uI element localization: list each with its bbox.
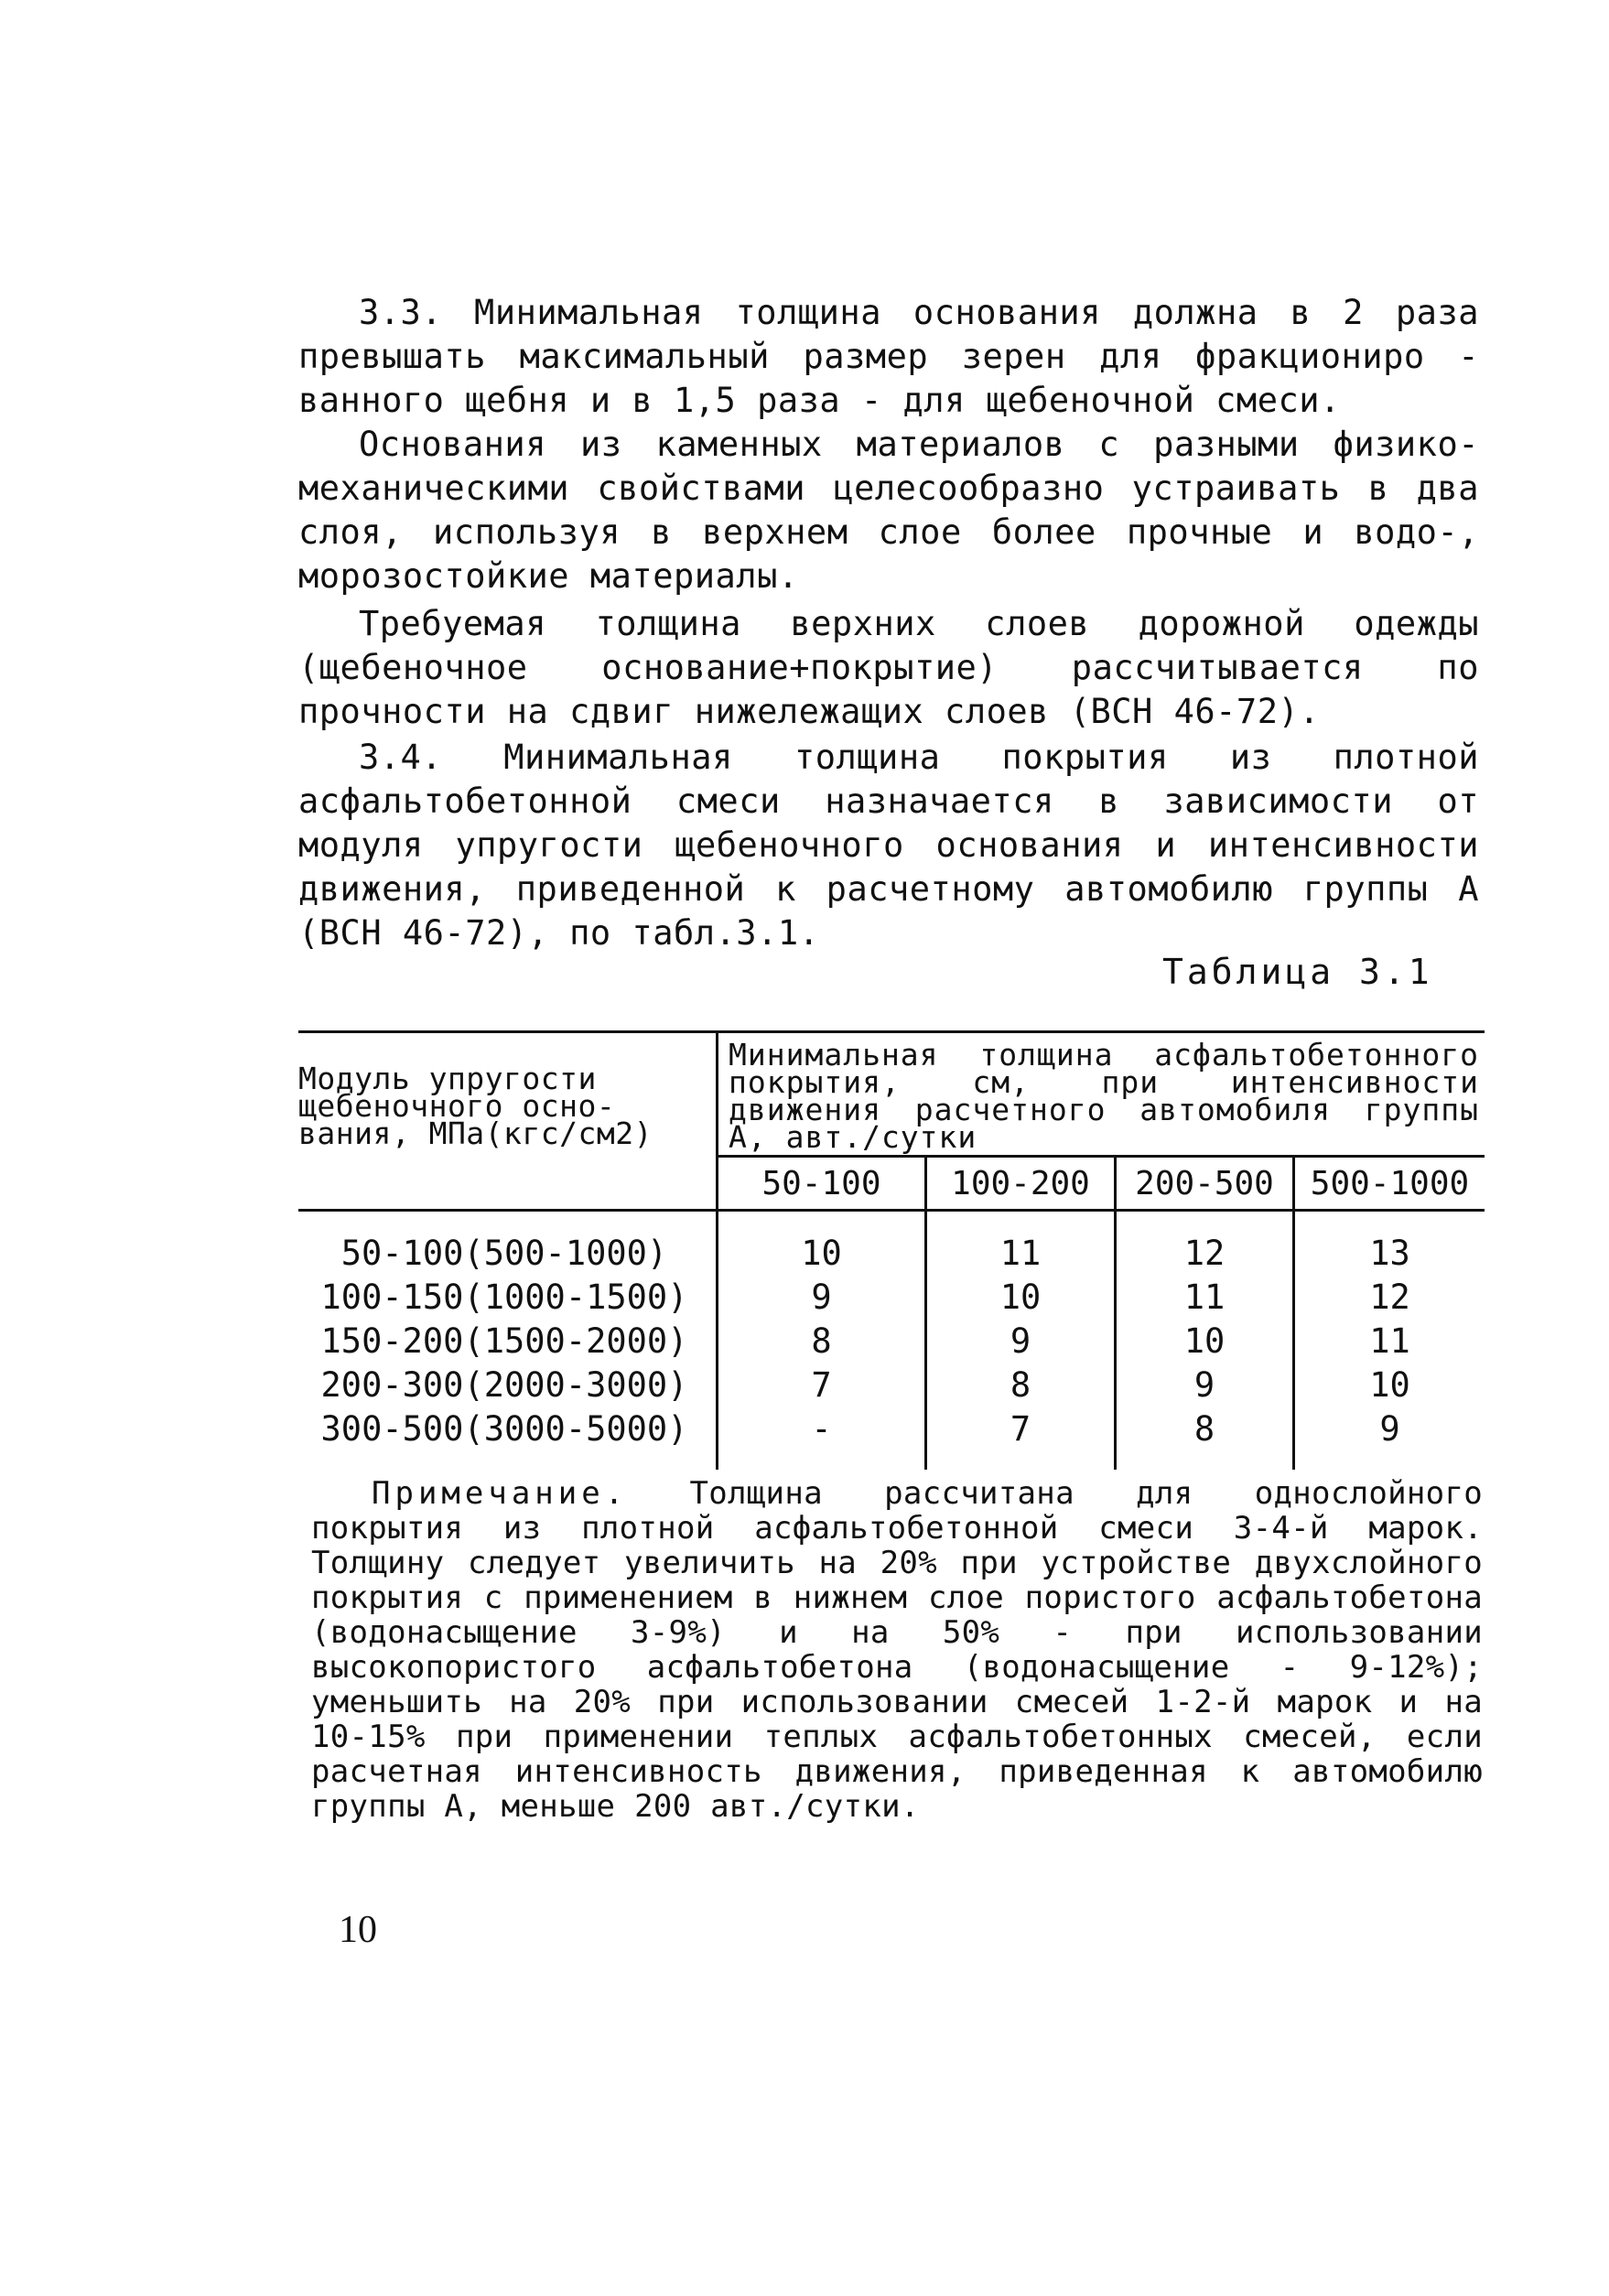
table-cell: 10 <box>801 1234 842 1273</box>
table-subheader-rule <box>716 1155 1485 1158</box>
row-label: 200-300(2000-3000) <box>320 1365 688 1405</box>
table-cell: 8 <box>1193 1409 1215 1449</box>
row-label: 300-500(3000-5000) <box>320 1409 688 1449</box>
table-cell: 9 <box>1379 1409 1400 1449</box>
column-header: 200-500 <box>1135 1165 1274 1202</box>
table-cell: 11 <box>1369 1321 1410 1361</box>
table-header-thickness: Минимальная толщина асфальтобетонного покрытия, см, при интенсивности движения расчетного автомобиля группы А, авт./сутки <box>729 1037 1479 1155</box>
table-cell: 9 <box>1010 1321 1031 1361</box>
table-cell: 7 <box>1010 1409 1031 1449</box>
table-cell: 10 <box>1369 1365 1410 1405</box>
row-label: 50-100(500-1000) <box>340 1234 668 1273</box>
column-header: 100-200 <box>951 1165 1090 1202</box>
note-lead: Примечание. <box>372 1475 629 1512</box>
table-cell: 10 <box>999 1277 1042 1317</box>
table-cell: 8 <box>811 1321 832 1361</box>
table-cell: 9 <box>1193 1365 1215 1405</box>
row-label: 150-200(1500-2000) <box>320 1321 688 1361</box>
table-cell: 7 <box>811 1365 832 1405</box>
table-cell: 12 <box>1369 1277 1410 1317</box>
table-note <box>311 1476 1483 1824</box>
paragraph-required-thickness: Требуемая толщина верхних слоев дорожной одежды (щебеночное основание+покрытие) рассчитывается по прочности на сдвиг нижележащих слоев (ВСН 46-72). <box>298 604 1479 731</box>
table-cell: 12 <box>1183 1234 1226 1273</box>
table-header-modulus: Модуль упругости щебеночного осно-вания, МПа(кгс/см2) <box>298 1061 653 1151</box>
table-caption: Таблица 3.1 <box>1162 952 1433 992</box>
table-cell: 10 <box>1183 1321 1226 1361</box>
thickness-table <box>298 1030 1485 1470</box>
table-cell: - <box>811 1409 832 1449</box>
section-3-3-paragraph <box>298 291 1479 423</box>
table-cell: 11 <box>1183 1277 1226 1317</box>
paragraph-two-layers: Основания из каменных материалов с разными физико-механическими свойствами целесообразно устраивать в два слоя, используя в верхнем слое более прочные и водо-, морозостойкие материалы. <box>298 425 1479 596</box>
table-cell: 13 <box>1369 1234 1410 1273</box>
paragraph-base-layers <box>298 423 1479 598</box>
table-cell: 9 <box>811 1277 832 1317</box>
paragraph-thickness <box>298 602 1479 734</box>
table-header-rule <box>298 1209 1485 1212</box>
column-header: 50-100 <box>761 1165 881 1202</box>
note-text: Толщина рассчитана для однослойного покрытия из плотной асфальтобетонной смеси 3-4-й марок. Толщину следует увеличить на 20% при устройстве двухслойного покрытия с применением в нижнем слое пористого асфальтобетона (водонасыщение 3-9%) и на 50% - при использовании высокопористого асфальтобетона (водонасыщение - 9-12%); уменьшить на 20% при использовании смесей 1-2-й марок и на 10-15% при применении теплых асфальтобетонных смесей, если расчетная интенсивность движения, приведенная к автомобилю группы А, меньше 200 авт./сутки. <box>311 1475 1483 1825</box>
table-cell: 8 <box>1010 1365 1031 1405</box>
section-3-4-paragraph <box>298 736 1479 955</box>
row-label: 100-150(1000-1500) <box>320 1277 688 1317</box>
table-top-rule <box>298 1030 1485 1033</box>
paragraph-3-4: 3.4. Минимальная толщина покрытия из плотной асфальтобетонной смеси назначается в зависимости от модуля упругости щебеночного основания и интенсивности движения, приведенной к расчетному автомобилю группы А (ВСН 46-72), по табл.3.1. <box>298 738 1479 953</box>
page-number: 10 <box>339 1909 377 1951</box>
note-paragraph <box>311 1476 1483 1824</box>
column-header: 500-1000 <box>1310 1165 1470 1202</box>
paragraph-3-3: 3.3. Минимальная толщина основания должна в 2 раза превышать максимальный размер зерен для фракциониро - ванного щебня и в 1,5 раза - для щебеночной смеси. <box>298 293 1479 420</box>
table-cell: 11 <box>999 1234 1042 1273</box>
